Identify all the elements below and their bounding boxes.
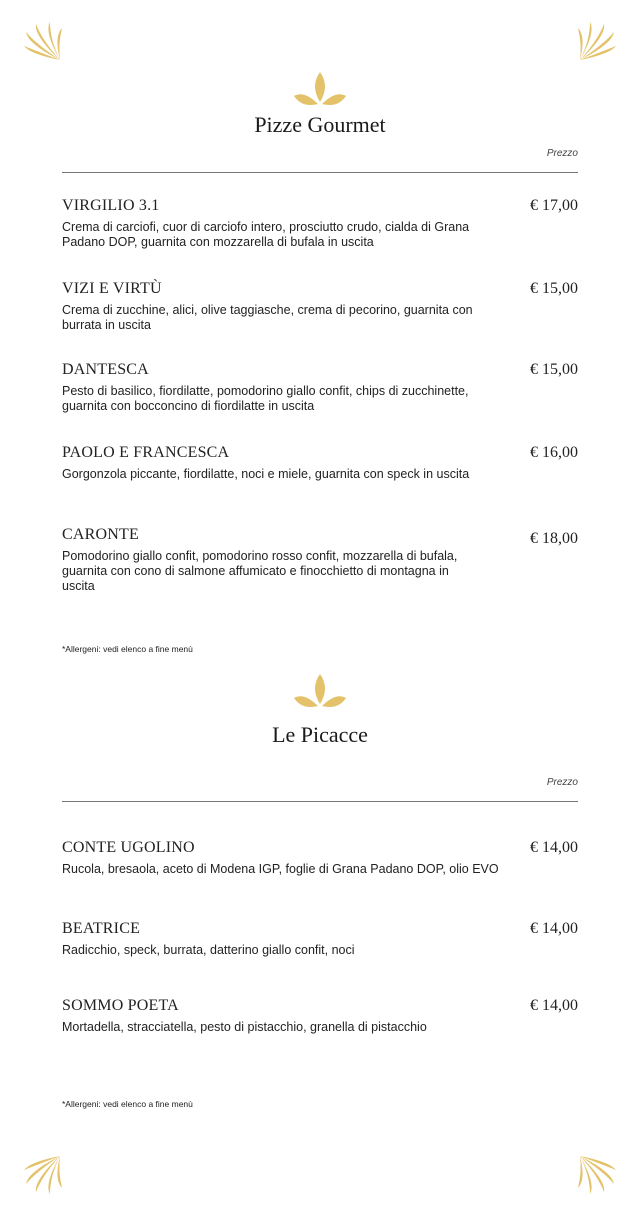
item-price: € 16,00 — [530, 444, 578, 461]
price-header: Prezzo — [546, 777, 578, 788]
fan-ornament-icon — [20, 20, 64, 64]
item-description: Pesto di basilico, fiordilatte, pomodorino giallo confit, chips di zucchinette, guarnita con bocconcino di fiordilatte in uscita — [62, 384, 469, 413]
fan-ornament-icon — [576, 1152, 620, 1196]
menu-item — [62, 361, 578, 414]
item-description: Rucola, bresaola, aceto di Modena IGP, foglie di Grana Padano DOP, olio EVO — [62, 862, 499, 876]
item-description: Gorgonzola piccante, fiordilatte, noci e miele, guarnita con speck in uscita — [62, 467, 470, 481]
item-description: Crema di zucchine, alici, olive taggiasche, crema di pecorino, guarnita con burrata in uscita — [62, 303, 473, 332]
item-name: PAOLO E FRANCESCA — [62, 444, 230, 461]
menu-item — [62, 997, 578, 1035]
item-price: € 14,00 — [530, 920, 578, 937]
item-description: Mortadella, stracciatella, pesto di pistacchio, granella di pistacchio — [62, 1020, 427, 1034]
item-name: VIZI E VIRTÙ — [62, 280, 162, 297]
item-price: € 14,00 — [530, 839, 578, 856]
section-title: Pizze Gourmet — [254, 112, 386, 137]
item-name: CONTE UGOLINO — [62, 839, 195, 856]
leaf-ornament-icon — [294, 72, 346, 108]
item-price: € 15,00 — [530, 361, 578, 378]
item-name: DANTESCA — [62, 361, 149, 378]
item-price: € 18,00 — [530, 530, 578, 547]
divider — [62, 801, 578, 802]
item-description: Pomodorino giallo confit, pomodorino rosso confit, mozzarella di bufala, guarnita con cono di salmone affumicato e finocchietto di montagna in uscita — [62, 549, 458, 593]
leaf-ornament-icon — [294, 674, 346, 710]
item-price: € 14,00 — [530, 997, 578, 1014]
menu-item — [62, 920, 578, 958]
fan-ornament-icon — [576, 20, 620, 64]
fan-ornament-icon — [20, 1152, 64, 1196]
menu-item — [62, 444, 578, 482]
section-title: Le Picacce — [272, 722, 368, 747]
item-name: SOMMO POETA — [62, 997, 179, 1014]
item-name: VIRGILIO 3.1 — [62, 197, 160, 214]
menu-item — [62, 280, 578, 333]
item-name: CARONTE — [62, 526, 139, 543]
divider — [62, 172, 578, 173]
menu-item — [62, 197, 578, 250]
item-description: Radicchio, speck, burrata, datterino giallo confit, noci — [62, 943, 355, 957]
item-name: BEATRICE — [62, 920, 141, 937]
item-price: € 17,00 — [530, 197, 578, 214]
item-description: Crema di carciofi, cuor di carciofo intero, prosciutto crudo, cialda di Grana Padano DOP, guarnita con mozzarella di bufala in uscita — [62, 220, 470, 249]
menu-item — [62, 839, 578, 877]
item-price: € 15,00 — [530, 280, 578, 297]
menu-item — [62, 526, 578, 594]
price-header: Prezzo — [546, 148, 578, 159]
allergen-note: *Allergeni: vedi elenco a fine menù — [62, 1099, 193, 1109]
allergen-note: *Allergeni: vedi elenco a fine menù — [62, 644, 193, 654]
